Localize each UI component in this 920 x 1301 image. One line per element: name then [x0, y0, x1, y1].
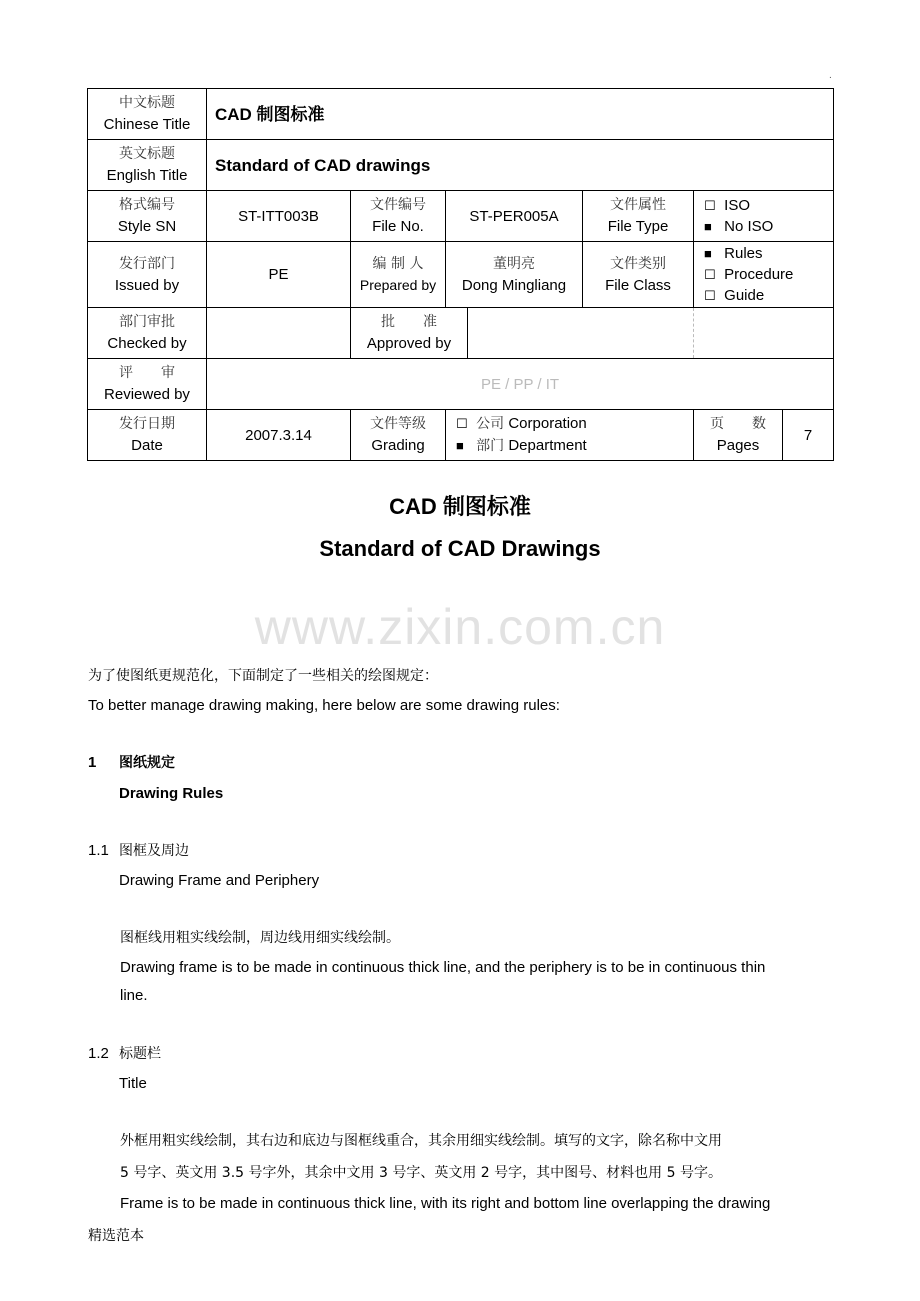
- section-1-1-body-zh: 图框线用粗实线绘制，周边线用细实线绘制。: [120, 930, 400, 946]
- section-1-2-body-en-line1: Frame is to be made in continuous thick line, with its right and bottom line overlapping the drawing: [120, 1195, 771, 1212]
- checked-box-icon: ■: [456, 438, 464, 453]
- pages-value: 7: [783, 410, 834, 461]
- corner-mark: .: [829, 70, 832, 81]
- file-class-options: [694, 242, 834, 308]
- unchecked-box-icon: ☐: [704, 198, 716, 213]
- file-class-label: 文件类别 File Class: [583, 242, 694, 308]
- file-type-label: 文件属性 File Type: [583, 191, 694, 242]
- chinese-title-label: 中文标题 Chinese Title: [88, 89, 207, 140]
- section-1-2-body-zh-line2: 5 号字、英文用 3.5 号字外，其余中文用 3 号字、英文用 2 号字，其中图号、材料也用 5 号字。: [120, 1165, 722, 1181]
- file-no-label: 文件编号 File No.: [351, 191, 446, 242]
- file-type-option-iso: ☐ ISO: [704, 197, 751, 214]
- section-1-heading-en: Drawing Rules: [119, 785, 224, 802]
- document-title-en: Standard of CAD Drawings: [319, 536, 601, 561]
- unchecked-box-icon: ☐: [456, 416, 468, 431]
- issued-by-value: PE: [207, 242, 351, 308]
- section-1-number: 1: [88, 754, 97, 771]
- file-no-value: ST-PER005A: [446, 191, 583, 242]
- section-1-heading-zh: 图纸规定: [119, 755, 175, 771]
- checked-box-icon: ■: [704, 246, 712, 261]
- section-1-2-number: 1.2: [88, 1045, 109, 1062]
- section-1-1-body-en-line2: line.: [120, 987, 148, 1004]
- unchecked-box-icon: ☐: [704, 288, 716, 303]
- unchecked-box-icon: ☐: [704, 267, 716, 282]
- file-type-option-no-iso: ■ No ISO: [704, 218, 774, 235]
- section-1-1-number: 1.1: [88, 842, 109, 859]
- file-class-option-rules: ■ Rules: [704, 245, 763, 262]
- section-1-2-heading-en: Title: [119, 1075, 147, 1092]
- reviewed-by-value: PE / PP / IT: [207, 359, 834, 410]
- section-1-1-heading-zh: 图框及周边: [119, 843, 189, 859]
- watermark: www.zixin.com.cn: [254, 599, 666, 655]
- pages-label: 页 数 Pages: [694, 410, 783, 461]
- prepared-by-label: 编 制 人 Prepared by: [351, 242, 446, 308]
- english-title-value: Standard of CAD drawings: [207, 140, 834, 191]
- section-1-2-heading-zh: 标题栏: [119, 1046, 161, 1062]
- grading-options: [446, 410, 694, 461]
- grading-option-corporation: ☐ 公司 Corporation: [456, 415, 587, 432]
- section-1-1-heading-en: Drawing Frame and Periphery: [119, 872, 320, 889]
- section-1-1-body-en-line1: Drawing frame is to be made in continuous thick line, and the periphery is to be in continuous thin: [120, 959, 766, 976]
- approved-by-value-extra: [694, 308, 834, 359]
- intro-en: To better manage drawing making, here below are some drawing rules:: [88, 697, 560, 714]
- footer-label: 精选范本: [88, 1228, 144, 1244]
- section-1-2-body-zh-line1: 外框用粗实线绘制，其右边和底边与图框线重合，其余用细实线绘制。填写的文字，除名称中文用: [120, 1133, 722, 1149]
- prepared-by-value: 董明亮 Dong Mingliang: [446, 242, 583, 308]
- style-sn-value: ST-ITT003B: [207, 191, 351, 242]
- english-title-label: 英文标题 English Title: [88, 140, 207, 191]
- style-sn-label: 格式编号 Style SN: [88, 191, 207, 242]
- reviewed-by-label: 评 审 Reviewed by: [88, 359, 207, 410]
- date-label: 发行日期 Date: [88, 410, 207, 461]
- file-type-options: [694, 191, 834, 242]
- checked-by-label: 部门审批 Checked by: [88, 308, 207, 359]
- date-value: 2007.3.14: [207, 410, 351, 461]
- approved-by-label: 批 准 Approved by: [351, 308, 468, 359]
- intro-zh: 为了使图纸更规范化，下面制定了一些相关的绘图规定：: [88, 668, 438, 684]
- checked-by-value: [207, 308, 351, 359]
- chinese-title-value: CAD 制图标准: [207, 89, 834, 140]
- checked-box-icon: ■: [704, 219, 712, 234]
- document-header-table: [87, 88, 834, 461]
- issued-by-label: 发行部门 Issued by: [88, 242, 207, 308]
- file-class-option-guide: ☐ Guide: [704, 287, 765, 304]
- file-class-option-procedure: ☐ Procedure: [704, 266, 794, 283]
- grading-option-department: ■ 部门 Department: [456, 437, 587, 454]
- grading-label: 文件等级 Grading: [351, 410, 446, 461]
- approved-by-value: [468, 308, 694, 359]
- document-title-zh: CAD 制图标准: [389, 494, 531, 519]
